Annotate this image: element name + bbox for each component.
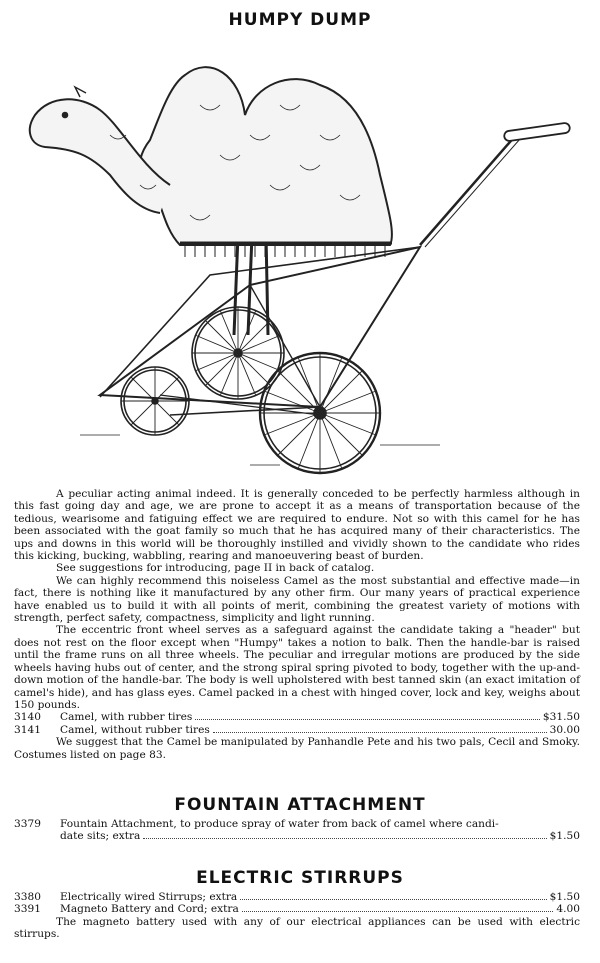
camel-illustration — [20, 35, 580, 480]
front-wheel — [121, 367, 189, 435]
description-paragraph: A peculiar acting animal indeed. It is generally conceded to be perfectly harmless although in this fast going day and age, we are prone to accept it as a means of transportation because of the tedious, wearisome and fatiguing effect we are required to endure. Not so with this camel for he has been associated with the goat family so much that he has acquired many of their characteristics. The ups and downs in this world will be thoroughly instilled and vividly shown to the candidate who rides this kicking, bucking, wabbling, rearing and manoeuvering beast of burden. — [14, 488, 580, 563]
catalog-item: 3140 Camel, with rubber tires $31.50 — [14, 711, 580, 724]
page-title: HUMPY DUMP — [228, 10, 372, 30]
catalog-item: 3391 Magneto Battery and Cord; extra 4.00 — [14, 903, 580, 916]
description-block — [14, 488, 580, 761]
fountain-block — [14, 818, 580, 843]
rear-wheel — [192, 307, 284, 399]
camel-note: We suggest that the Camel be manipulated by Panhandle Pete and his two pals, Cecil and Smoky. Costumes listed on page 83. — [14, 736, 580, 761]
electric-note: The magneto battery used with any of our electrical appliances can be used with electric stirrups. — [14, 915, 580, 941]
section-title-electric: ELECTRIC STIRRUPS — [196, 868, 404, 888]
reference-note: See suggestions for introducing, page II in back of catalog. — [56, 562, 375, 575]
description-paragraph: The eccentric front wheel serves as a safeguard against the candidate taking a "header" but does not rest on the floor except when "Humpy" takes a notion to balk. Then the handle-bar is raised until the frame runs on all three wheels. The peculiar and irregular motions are produced by the side wheels having hubs out of center, and the strong spiral spring pivoted to body, together with the up-and-down motion of the handle-bar. The body is well upholstered with best tanned skin (an exact imitation of camel's hide), and has glass eyes. Camel packed in a chest with hinged cover, lock and key, weighs about 150 pounds. — [14, 624, 580, 711]
section-title-fountain: FOUNTAIN ATTACHMENT — [174, 795, 426, 815]
catalog-item: 3380 Electrically wired Stirrups; extra $1.50 — [14, 891, 580, 903]
catalog-item: 3379 Fountain Attachment, to produce spray of water from back of camel where candi- date sits; extra $1.50 — [14, 818, 580, 843]
side-wheel — [260, 353, 380, 473]
electric-block — [14, 891, 580, 941]
description-paragraph: We can highly recommend this noiseless Camel as the most substantial and effective made—in fact, there is nothing like it manufactured by any other firm. Our many years of practical experience have enabled us to build it with all points of merit, combining the greatest variety of motions with strength, perfect safety, compactness, simplicity and light running. — [14, 574, 580, 625]
catalog-item: 3141 Camel, without rubber tires 30.00 — [14, 723, 580, 736]
